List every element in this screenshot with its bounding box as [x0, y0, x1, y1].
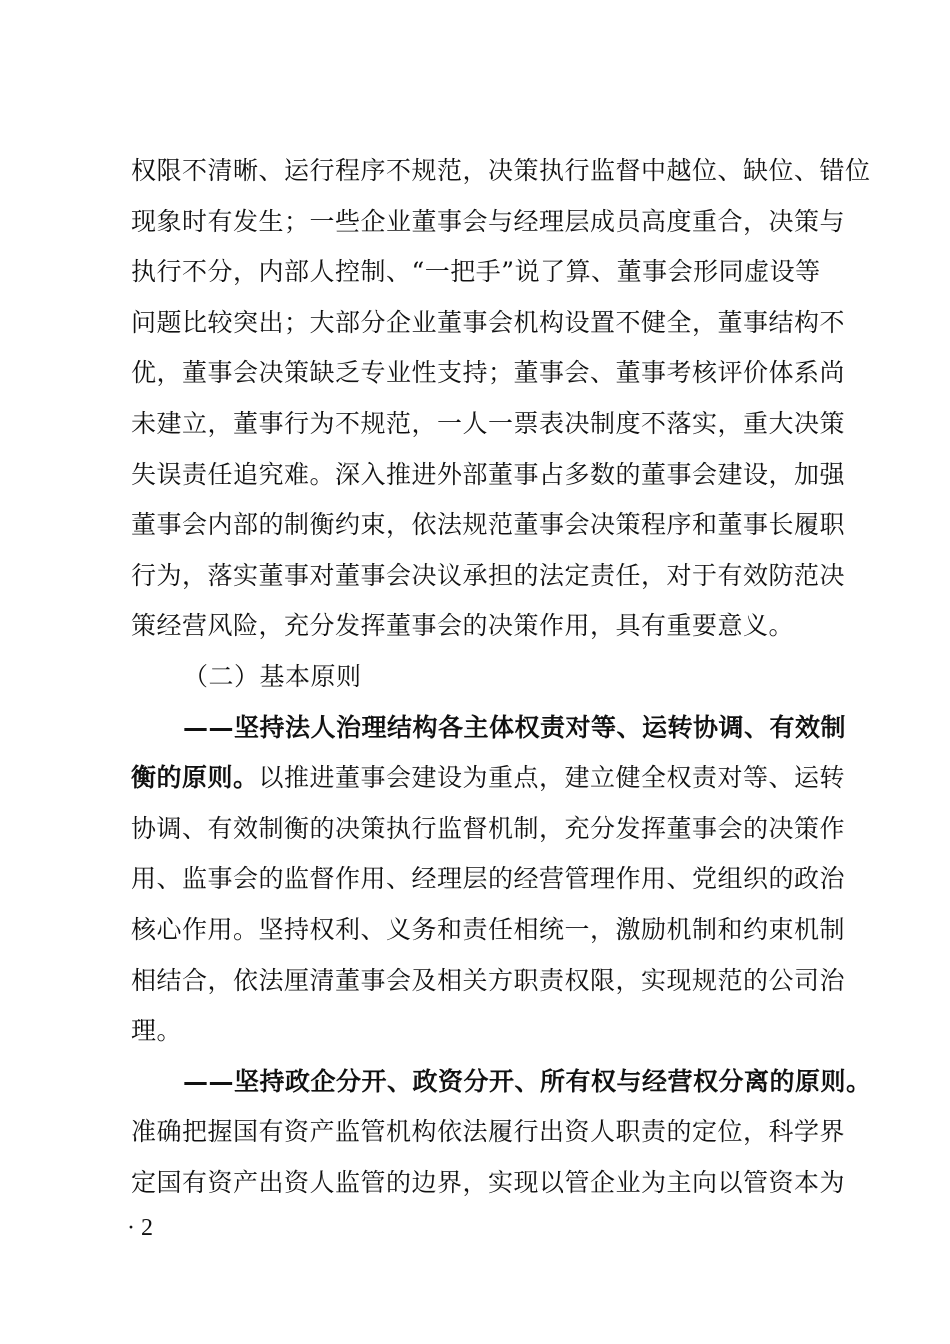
paragraph-line: 用、监事会的监督作用、经理层的经营管理作用、党组织的政治	[131, 864, 846, 894]
principle-heading: ——坚持法人治理结构各主体权责对等、运转协调、有效制	[183, 712, 847, 742]
paragraph-line: 执行不分，内部人控制、“一把手”说了算、董事会形同虚设等	[131, 257, 821, 287]
paragraph-line: 权限不清晰、运行程序不规范，决策执行监督中越位、缺位、错位	[131, 156, 871, 185]
paragraph-line: 董事会内部的制衡约束，依法规范董事会决策程序和董事长履职	[131, 510, 846, 540]
paragraph-line: 准确把握国有资产监管机构依法履行出资人职责的定位，科学界	[131, 1117, 846, 1147]
principle-heading-end: 衡的原则。	[131, 763, 259, 793]
paragraph-line: 问题比较突出；大部分企业董事会机构设置不健全，董事结构不	[131, 307, 846, 337]
paragraph-line: 未建立，董事行为不规范，一人一票表决制度不落实，重大决策	[131, 408, 846, 438]
paragraph-line	[131, 753, 846, 804]
paragraph-line: 行为，落实董事对董事会决议承担的法定责任，对于有效防范决	[131, 560, 846, 590]
paragraph-line: 策经营风险，充分发挥董事会的决策作用，具有重要意义。	[131, 611, 795, 641]
body-text	[131, 146, 872, 1208]
paragraph-line: 定国有资产出资人监管的边界，实现以管企业为主向以管资本为	[131, 1167, 846, 1197]
principle-heading: ——坚持政企分开、政资分开、所有权与经营权分离的原则。	[183, 1066, 872, 1096]
paragraph-line: 失误责任追究难。深入推进外部董事占多数的董事会建设，加强	[131, 459, 846, 489]
paragraph-line: 协调、有效制衡的决策执行监督机制，充分发挥董事会的决策作	[131, 813, 846, 843]
paragraph-line: 理。	[131, 1016, 183, 1046]
section-heading: （二）基本原则	[183, 661, 362, 691]
paragraph-line: 优，董事会决策缺乏专业性支持；董事会、董事考核评价体系尚	[131, 358, 846, 388]
paragraph-line: 核心作用。坚持权利、义务和责任相统一，激励机制和约束机制	[131, 914, 846, 944]
paragraph-text: 以推进董事会建设为重点，建立健全权责对等、运转	[258, 763, 846, 793]
page-number: · 2	[127, 1215, 153, 1241]
paragraph-line: 现象时有发生；一些企业董事会与经理层成员高度重合，决策与	[131, 206, 846, 236]
paragraph-line: 相结合，依法厘清董事会及相关方职责权限，实现规范的公司治	[131, 965, 846, 995]
